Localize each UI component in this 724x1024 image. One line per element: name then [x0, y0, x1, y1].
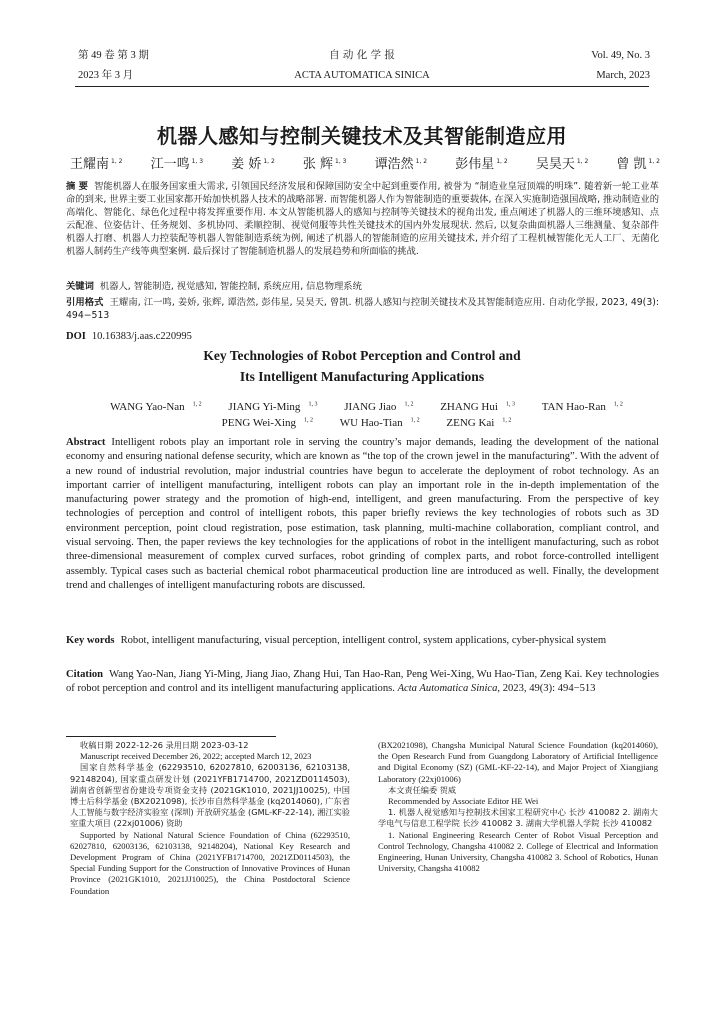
footnote-rule — [66, 736, 276, 737]
author-en: ZENG Kai $^{1, 2}$ — [446, 416, 512, 429]
keywords-text-cn: 机器人, 智能制造, 视觉感知, 智能控制, 系统应用, 信息物理系统 — [99, 281, 362, 292]
keywords-label-en: Key words — [66, 635, 115, 646]
citation-text-en: Wang Yao-Nan, Jiang Yi-Ming, Jiang Jiao, Zhang Hui, Tan Hao-Ran, Peng Wei-Xing, Wu Hao-Tian, Zeng Kai. Key technologies of robot perception and control and its intelligent manufacturing applications. — [66, 669, 659, 695]
footnote-editor-cn: 本文责任编委 贺威 — [388, 784, 457, 795]
author-cn: 彭伟星 $^{1, 2}$ — [455, 157, 508, 172]
abstract-text-en: Intelligent robots play an important role in serving the country’s major demands, leading the development of the national economy and ensuring national defense security, which are known as “the top of the crown jewel in the manufacturing”. With the advent of a new round of industrial revolution, major industrial countries have begun to accelerate the deployment of robot technology. As an important carrier of intelligent manufacturing, intelligent robots can play an important role in the in-depth implementation of the manufacturing power strategy and the promotion of high-end, intelligent, and green manufacturing. From the perspective of key technologies of perception and control of intelligent robots, this paper briefly reviews the key technologies of robots such as 3D environment perception, point cloud registration, pose estimation, task planning, multi-machine collaboration, compliant control, and visual servoing. Then, the paper reviews the key technologies for the applications of robot in the intelligent manufacturing, such as robot three-dimensional measurement of complex curved surfaces, robot grinding of complex parts, and robot force-controlled intelligent assembly. Typical cases such as bacterial chemical robot pharmaceutical production line are introduced as well. Finally, the development trend and challenges of intelligent manufacturing robots are discussed. — [66, 437, 659, 591]
footnote-affiliations-cn: 1. 机器人视觉感知与控制技术国家工程研究中心 长沙 410082 2. 湖南大学电气与信息工程学院 长沙 410082 3. 湖南大学机器人学院 长沙 410082 — [378, 807, 658, 829]
author-cn: 姜 娇 $^{1, 2}$ — [231, 157, 275, 172]
citation-tail-en: , 2023, 49(3): 494−513 — [497, 683, 596, 695]
author-list-cn — [70, 153, 660, 172]
abstract-label-cn: 摘 要 — [66, 181, 89, 192]
keywords-label-cn: 关键词 — [66, 281, 94, 292]
footnote-funding-en: Supported by National Natural Science Foundation of China (62293510, 62027810, 62003136, 62103138, 92148204), National Key Research and Development Program of China (2021YFB1714700, 2021ZD0114503), the Special Funding Support for the Construction of Innovative Provinces of Hunan Province (2021GK1010, 2021JJ10025), the China Postdoctoral Science Foundation — [70, 829, 350, 896]
author-en: JIANG Jiao $^{1, 2}$ — [344, 400, 414, 413]
citation-label-en: Citation — [66, 669, 104, 680]
footnote-received-en: Manuscript received December 26, 2022; accepted March 12, 2023 — [80, 751, 312, 762]
footnote-affiliations-en: 1. National Engineering Research Center of Robot Visual Perception and Control Technology, Changsha 410082 2. College of Electrical and Information Engineering, Hunan University, Changsha 410082 3. School of Robotics, Hunan University, Changsha 410082 — [378, 829, 658, 874]
citation-cn — [66, 296, 659, 322]
footnotes-left-column — [70, 740, 350, 897]
citation-en — [66, 668, 659, 697]
doi-link[interactable]: 10.16383/j.aas.c220995 — [91, 331, 192, 342]
footnote-funding-cn: 国家自然科学基金 (62293510, 62027810, 62003136, 62103138, 92148204), 国家重点研发计划 (2021YFB1714700, 2021ZD0114503), 湖南省创新型省份建设专项资金支持 (2021GK1010, 2021JJ10025), 中国博士后科学基金 (BX2021098), 长沙市自然科学基金 (kq2014060), 广东省人工智能与数字经济实验室 (深圳) 开放研究基金 (GML-KF-22-14), 湘江实验室重大项目 (22xj01006) 资助 — [70, 762, 350, 829]
author-cn: 江一鸣 $^{1, 3}$ — [150, 157, 204, 172]
footnote-editor-en: Recommended by Associate Editor HE Wei — [388, 796, 539, 807]
paper-title-cn: 机器人感知与控制关键技术及其智能制造应用 — [157, 124, 567, 148]
author-en: WU Hao-Tian $^{1, 2}$ — [339, 416, 420, 429]
doi-line — [66, 330, 659, 343]
author-cn: 王耀南 $^{1, 2}$ — [70, 157, 123, 172]
doi-label[interactable]: DOI — [66, 331, 86, 342]
footnote-received-cn: 收稿日期 2022-12-26 录用日期 2023-03-12 — [80, 740, 249, 750]
author-en: JIANG Yi-Ming $^{1, 3}$ — [228, 400, 318, 413]
author-cn: 曾 凯 $^{1, 2}$ — [616, 157, 660, 172]
footnote-funding-en-cont: (BX2021098), Changsha Municipal Natural Science Foundation (kq2014060), the Open Research Fund from Guangdong Laboratory of Artificial Intelligence and Digital Economy (SZ) (GML-KF-22-14), and Major Project of Xiangjiang Laboratory (22xj01006) — [378, 740, 658, 784]
abstract-label-en: Abstract — [66, 437, 106, 448]
header-journal-en: ACTA AUTOMATICA SINICA — [294, 70, 430, 81]
citation-journal-en: Acta Automatica Sinica — [397, 683, 498, 695]
header-date-cn: 2023 年 3 月 — [78, 70, 134, 81]
abstract-en — [66, 436, 659, 593]
header-volume-cn: 第 49 卷 第 3 期 — [78, 50, 149, 61]
abstract-cn — [66, 180, 659, 258]
author-en: WANG Yao-Nan $^{1, 2}$ — [110, 400, 202, 413]
header-volume-en: Vol. 49, No. 3 — [591, 50, 650, 61]
header-date-en: March, 2023 — [596, 70, 650, 81]
author-en: TAN Hao-Ran $^{1, 2}$ — [541, 400, 623, 413]
keywords-cn — [66, 280, 659, 293]
abstract-text-cn: 智能机器人在服务国家重大需求, 引领国民经济发展和保障国防安全中起到重要作用, 被誉为 “制造业皇冠顶端的明珠”. 随着新一轮工业革命的到来, 世界主要工业国家都开始加快机器人技术的战略部署. 而智能机器人作为智能制造的重要载体, 在深入实施制造强国战略, 推动制造业的高端化、智能化、绿色化过程中将发挥重要作用. 本文从智能机器人的感知与控制等关键技术的视角出发, 重点阐述了机器人的三维环境感知、点云配准、位姿估计、任务规划、多机协同、柔顺控制、视觉伺服等共性关键技术的国内外发展现状. 然后, 以复杂曲面机器人三维测量、复杂部件机器人打磨、机器人力控装配等机器人智能制造系统为例, 阐述了机器人的智能制造的应用关键技术, 并介绍了工程机械智能化无人工厂、无菌化机器人制药生产线等典型案例. 最后探讨了智能制造机器人的发展趋势和所面临的挑战. — [66, 181, 659, 257]
paper-title-en-line1: Key Technologies of Robot Perception and Control and — [203, 348, 521, 363]
author-en: PENG Wei-Xing $^{1, 2}$ — [221, 416, 314, 429]
keywords-text-en: Robot, intelligent manufacturing, visual perception, intelligent control, system applications, cyber-physical system — [120, 635, 607, 646]
citation-label-cn: 引用格式 — [66, 297, 104, 308]
author-list-en-line2 — [66, 412, 659, 431]
footnotes-right-column — [378, 740, 658, 874]
author-cn: 吴昊天 $^{1, 2}$ — [535, 157, 589, 172]
author-cn: 张 辉 $^{1, 3}$ — [302, 157, 347, 172]
author-cn: 谭浩然 $^{1, 2}$ — [374, 157, 428, 172]
header-journal-cn: 自 动 化 学 报 — [329, 49, 395, 61]
paper-title-en-line2: Its Intelligent Manufacturing Applications — [239, 369, 485, 384]
keywords-en — [66, 634, 659, 648]
header-rule — [75, 86, 649, 87]
author-en: ZHANG Hui $^{1, 3}$ — [440, 400, 515, 413]
citation-text-cn: 王耀南, 江一鸣, 姜娇, 张辉, 谭浩然, 彭伟星, 吴昊天, 曾凯. 机器人感知与控制关键技术及其智能制造应用. 自动化学报, 2023, 49(3): 494−513 — [66, 297, 659, 321]
